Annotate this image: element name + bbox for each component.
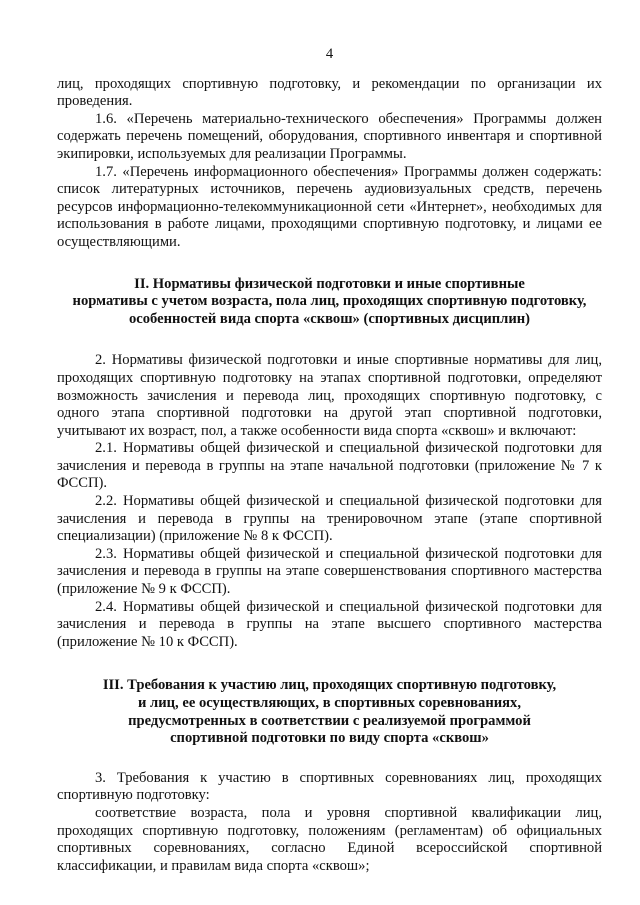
paragraph-2-1: 2.1. Нормативы общей физической и специальной физической подготовки для зачисления и перевода в группы на этапе начальной подготовки (приложение № 7 к ФССП). bbox=[57, 440, 602, 492]
paragraph-2: 2. Нормативы физической подготовки и иные спортивные нормативы для лиц, проходящих спортивную подготовку на этапах спортивной подготовки, определяют возможность зачисления и перевода лиц, проходящих спортивную подготовку, с одного этапа спортивной подготовки на другой этап спортивной подготовки, учитывают их возраст, пол, а также особенности вида спорта «сквош» и включают: bbox=[57, 352, 602, 439]
document-page bbox=[57, 46, 602, 875]
paragraph-1-6: 1.6. «Перечень материально-технического обеспечения» Программы должен содержать перечень помещений, оборудования, спортивного инвентаря и спортивной экипировки, используемых для реализации Программы. bbox=[57, 110, 602, 162]
paragraph-3: 3. Требования к участию в спортивных соревнованиях лиц, проходящих спортивную подготовку: bbox=[57, 769, 602, 804]
section-3-heading-line: и лиц, ее осуществляющих, в спортивных соревнованиях, bbox=[138, 695, 521, 711]
section-2-heading-line: II. Нормативы физической подготовки и иные спортивные bbox=[134, 275, 525, 292]
paragraph-1-7: 1.7. «Перечень информационного обеспечения» Программы должен содержать: список литературных источников, перечень аудиовизуальных средств, перечень ресурсов информационно-телекоммуникационной сети «Интернет», необходимых для использования в работе лицами, проходящими спортивную подготовку, и лицами ее осуществляющими. bbox=[57, 163, 602, 250]
section-3-heading-line: спортивной подготовки по виду спорта «сквош» bbox=[170, 730, 489, 747]
section-3-heading bbox=[57, 677, 602, 747]
section-3-heading-line: предусмотренных в соответствии с реализуемой программой bbox=[128, 712, 531, 729]
paragraph-2-4: 2.4. Нормативы общей физической и специальной физической подготовки для зачисления и перевода в группы на этапе высшего спортивного мастерства (приложение № 10 к ФССП). bbox=[57, 598, 602, 650]
section-2-heading bbox=[57, 276, 602, 329]
paragraph-1-5-continuation: лиц, проходящих спортивную подготовку, и рекомендации по организации их проведения. bbox=[57, 75, 602, 110]
paragraph-2-2: 2.2. Нормативы общей физической и специальной физической подготовки для зачисления и перевода в группы на тренировочном этапе (этапе спортивной специализации) (приложение № 8 к ФССП). bbox=[57, 493, 602, 545]
section-3-heading-line: III. Требования к участию лиц, проходящих спортивную подготовку, bbox=[102, 677, 557, 694]
section-2-heading-line: нормативы с учетом возраста, пола лиц, проходящих спортивную подготовку, bbox=[72, 293, 587, 310]
paragraph-3-requirement: соответствие возраста, пола и уровня спортивной квалификации лиц, проходящих спортивную подготовку, положениям (регламентам) об официальных спортивных соревнованиях, согласно Единой всероссийской спортивной классификации, и правилам вида спорта «сквош»; bbox=[57, 804, 602, 874]
page-number: 4 bbox=[325, 46, 334, 62]
section-2-heading-line: особенностей вида спорта «сквош» (спортивных дисциплин) bbox=[128, 310, 531, 327]
paragraph-2-3: 2.3. Нормативы общей физической и специальной физической подготовки для зачисления и перевода в группы на этапе совершенствования спортивного мастерства (приложение № 9 к ФССП). bbox=[57, 545, 602, 598]
